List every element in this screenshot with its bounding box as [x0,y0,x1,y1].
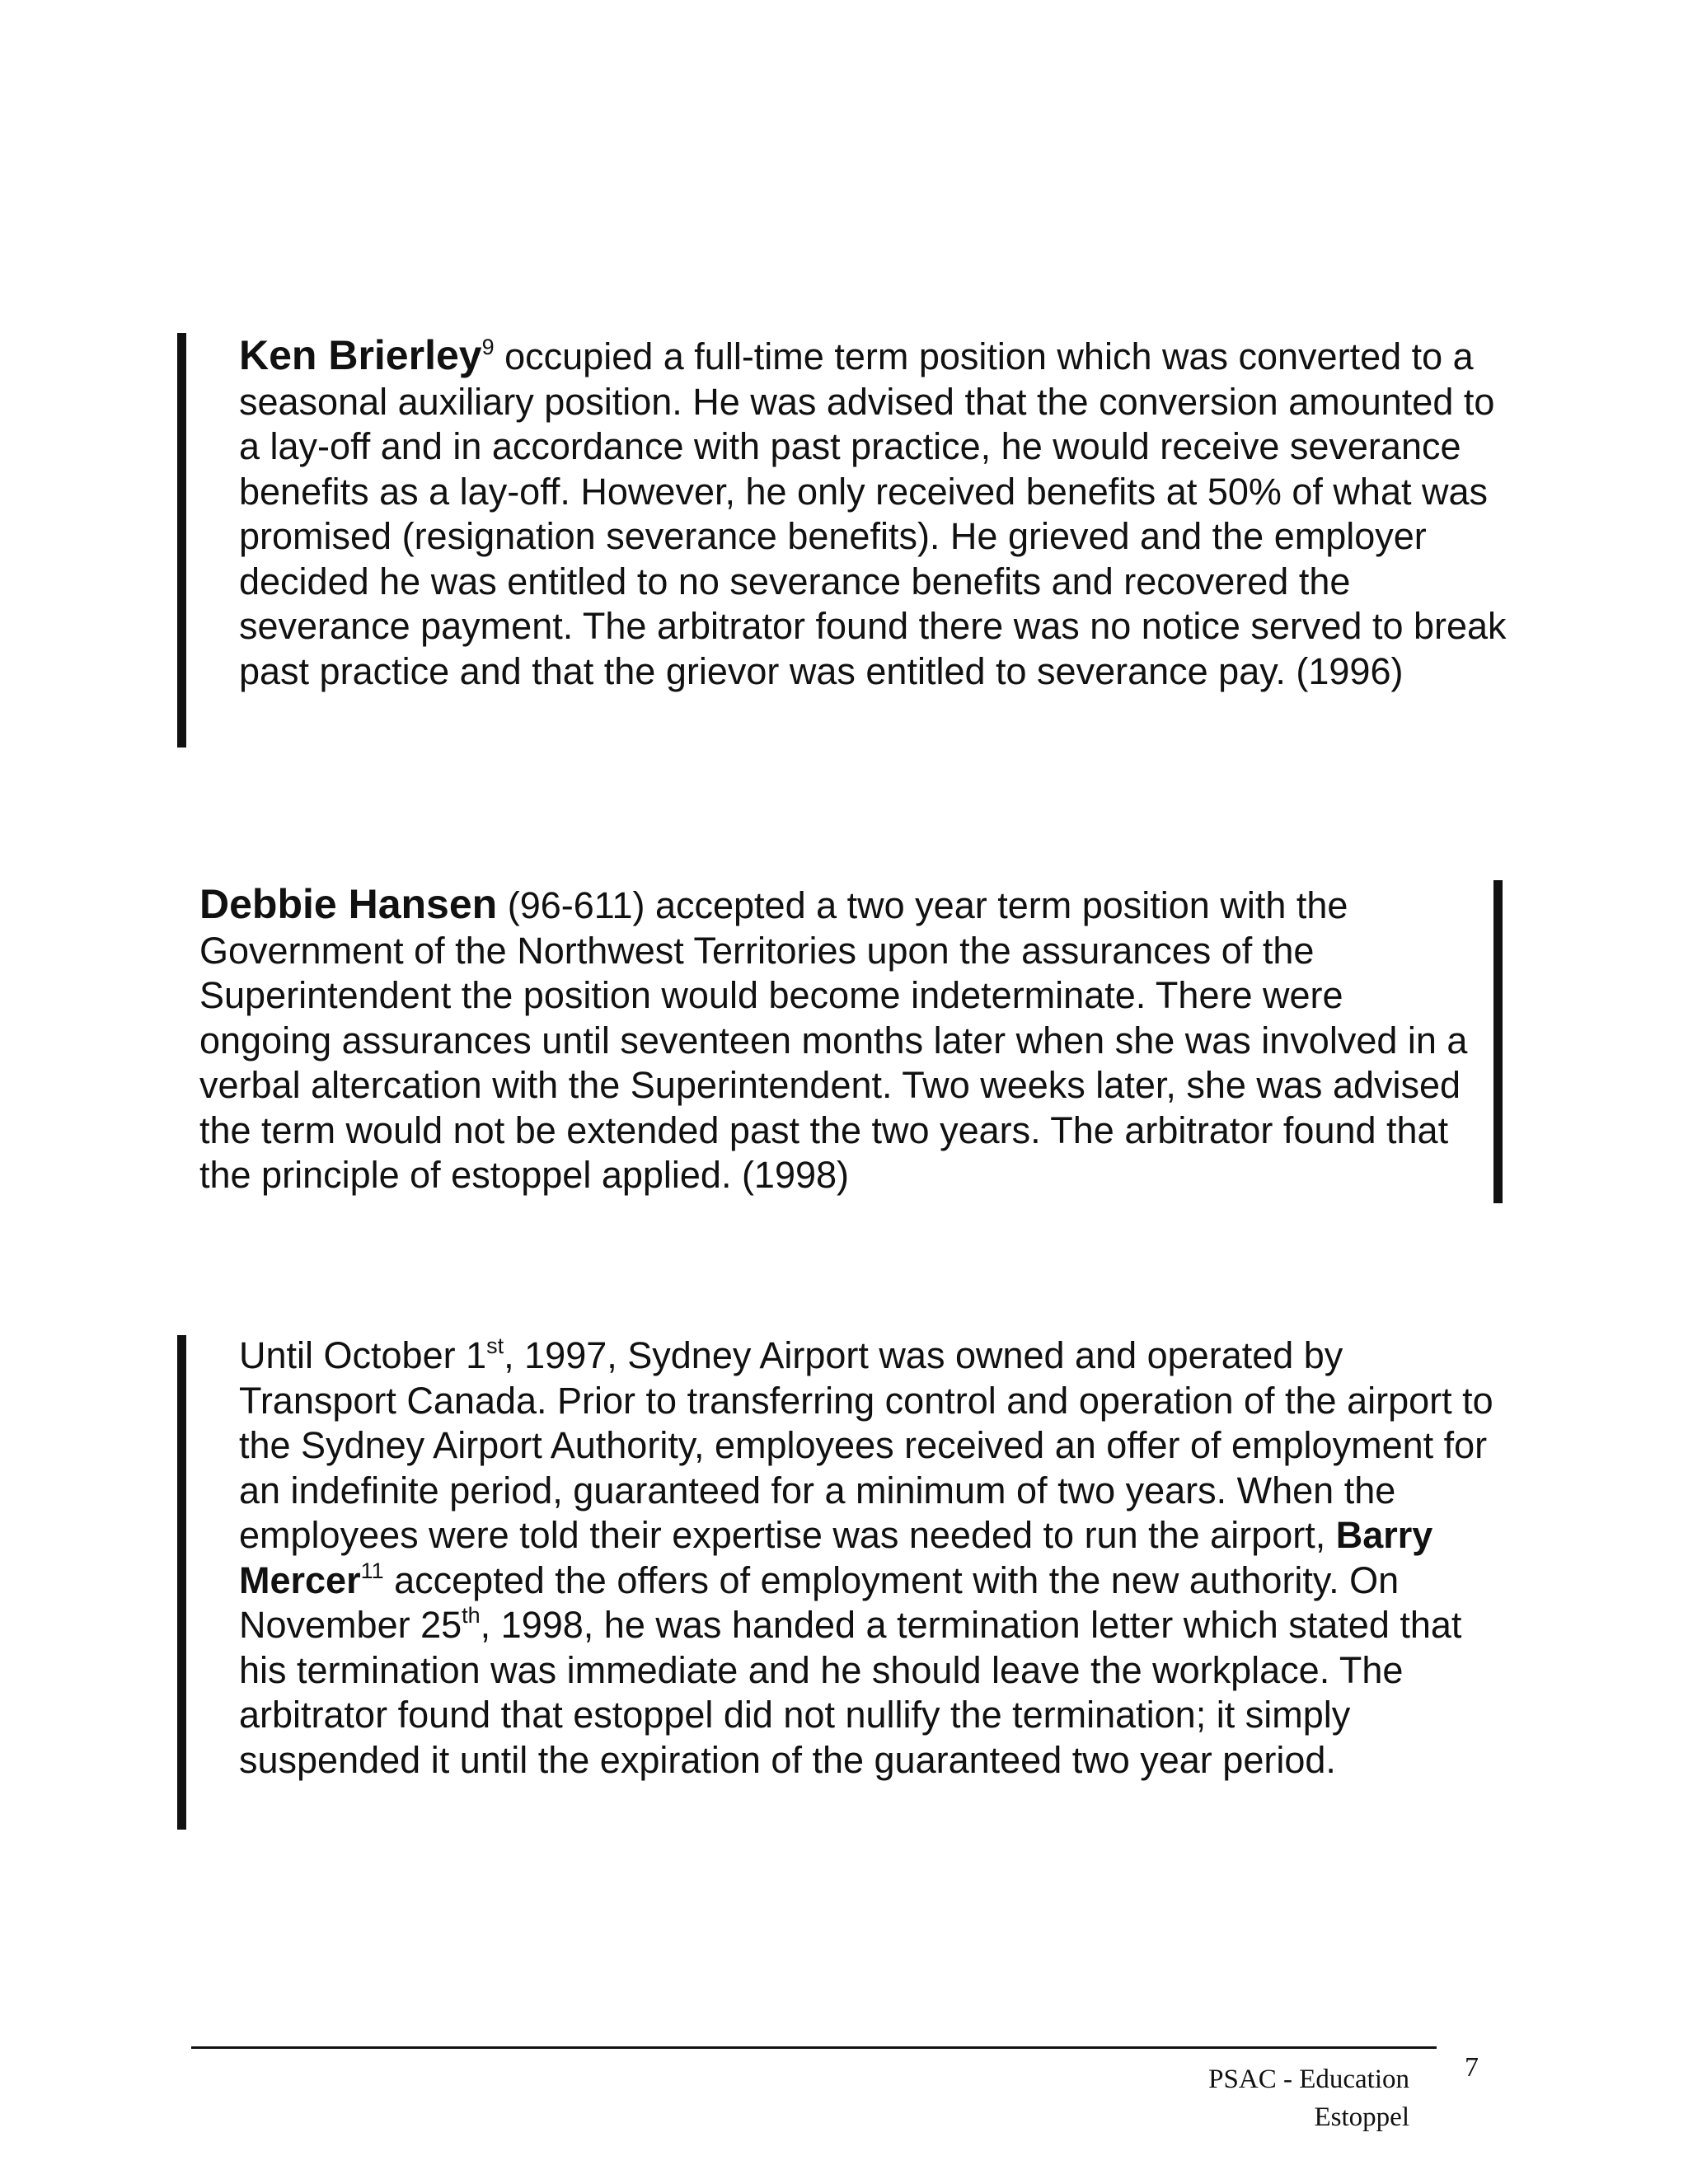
change-bar [1493,880,1503,1203]
page-number: 7 [1465,2052,1479,2083]
footnote-ref: 11 [360,1558,384,1583]
case-text: Until October 1 [239,1334,487,1376]
ordinal-suffix: st [486,1333,504,1358]
case-paragraph [239,1333,1508,1783]
footer-rule [191,2046,1437,2049]
footer [1208,2060,1409,2136]
case-name: Debbie Hansen [199,881,498,927]
change-bar [177,333,186,748]
case-debbie-hansen [199,882,1485,1198]
case-text: accepted the offers of employment with the new authority. On November 25 [239,1558,1400,1646]
case-text: occupied a full-time term position which was converted to a seasonal auxiliary position. He was advised that the conversion amounted to a lay-off and in accordance with past practice, he would receive severance benefits as a lay-off. However, he only received benefits at 50% of what was promised (resignation severance benefits). He grieved and the employer decided he was entitled to no severance benefits and recovered the severance payment. The arbitrator found there was no notice served to break past practice and that the grievor was entitled to severance pay. (1996) [239,335,1507,692]
case-text: , 1997, Sydney Airport was owned and operated by Transport Canada. Prior to transferring control and operation of the airport to the Sydney Airport Authority, employees received an offer of employment for an indefinite period, guaranteed for a minimum of two years. When the employees were told their expertise was needed to run the airport, [239,1334,1493,1556]
ordinal-suffix: th [462,1603,481,1628]
footnote-ref: 9 [481,335,495,359]
case-name: Barry Mercer [239,1514,1433,1601]
footer-line-1: PSAC - Education [1208,2064,1409,2094]
case-paragraph [199,882,1485,1198]
case-text: , 1998, he was handed a termination letter which stated that his termination was immediate and he should leave the workplace. The arbitrator found that estoppel did not nullify the termination; it simply suspended it until the expiration of the guaranteed two year period. [239,1604,1462,1781]
case-name: Ken Brierley [239,332,482,378]
footer-line-2: Estoppel [1314,2102,1409,2132]
case-barry-mercer [239,1333,1508,1783]
case-paragraph [239,333,1508,694]
change-bar [177,1335,186,1830]
case-text: (96-611) accepted a two year term position with the Government of the Northwest Territories upon the assurances of the Superintendent the position would become indeterminate. There were ongoing assurances until seventeen months later when she was involved in a verbal altercation with the Superintendent. Two weeks later, she was advised the term would not be extended past the two years. The arbitrator found that the principle of estoppel applied. (1998) [199,884,1468,1196]
case-ken-brierley [239,333,1508,694]
